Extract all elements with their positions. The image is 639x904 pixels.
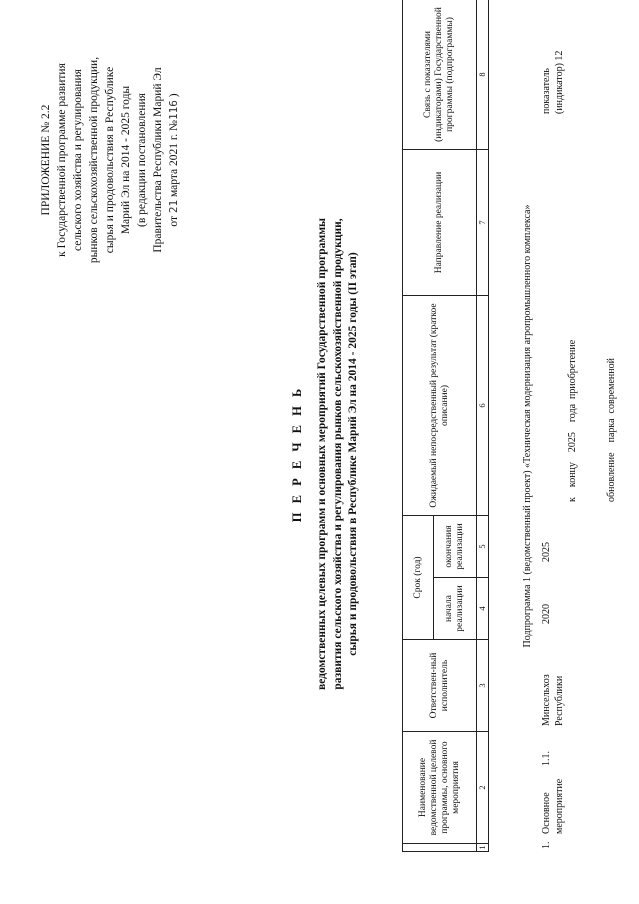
header-cell-link: Связь с показателями (индикаторами) Государственной программы (подпрограммы)	[403, 0, 477, 150]
appendix-line: Марий Эл на 2014 - 2025 годы	[120, 85, 132, 235]
appendix-header	[38, 20, 182, 300]
row-name-line: Основное	[541, 792, 552, 834]
column-number: 5	[477, 516, 489, 578]
appendix-line: сырья и продовольствия в Республике	[104, 66, 116, 254]
column-number: 1	[477, 845, 487, 850]
header-cell-name: Наименование ведомственной целевой программы, основного мероприятия	[403, 732, 477, 844]
row-link	[540, 4, 566, 114]
row-start-year: 2020	[541, 604, 552, 624]
row-result-line: обновление парка современной	[606, 358, 617, 502]
header-cell-direction: Направление реализации	[403, 150, 477, 296]
title-line: ведомственных целевых программ и основных мероприятий Государственной программы	[316, 217, 328, 691]
row-executor-line: Республики	[554, 675, 565, 726]
row-subnumber: 1.1.	[541, 751, 552, 766]
header-cell-end: окончания реализации	[434, 516, 477, 578]
row-executor-line: Минсельхоз	[541, 674, 552, 726]
row-number: 1.	[541, 841, 552, 849]
header-cell-term: Срок (год)	[403, 516, 434, 640]
appendix-title: ПРИЛОЖЕНИЕ № 2.2	[40, 104, 52, 216]
row-name-line: мероприятие	[554, 778, 565, 834]
title-line: сырья и продовольствия в Республике Марий Эл на 2014 - 2025 годы (II этап)	[347, 252, 359, 656]
column-number: 4	[477, 578, 489, 640]
header-cell-result: Ожидаемый непосредственный результат (краткое описание)	[403, 296, 477, 516]
row-executor	[540, 646, 566, 726]
appendix-line: к Государственной программе развития	[56, 63, 68, 257]
document-title	[290, 124, 362, 784]
appendix-line: рынков сельскохозяйственной продукции,	[88, 56, 100, 264]
appendix-date-line	[166, 20, 182, 300]
row-link-line: показатель	[541, 68, 552, 114]
header-cell-start: начала реализации	[434, 578, 477, 640]
title-line: развития сельского хозяйства и регулирования рынков сельскохозяйственной продукции,	[331, 218, 344, 690]
row-result	[540, 262, 639, 502]
appendix-line: Правительства Республики Марий Эл	[152, 67, 164, 253]
header-cell-num	[403, 844, 477, 852]
subprogram-title: Подпрограмма 1 (ведомственный проект) «Техническая модернизация агропромышленного комплекса»	[522, 204, 533, 648]
column-number-row	[477, 0, 489, 852]
column-number: 6	[477, 296, 489, 516]
doc-number: 116	[167, 100, 180, 120]
column-number: 3	[477, 640, 489, 732]
header-cell-executor: Ответствен-ный исполнитель	[403, 640, 477, 732]
column-number: 2	[477, 732, 489, 844]
row-result-line: к концу 2025 года приобретение	[567, 339, 578, 502]
row-end-year: 2025	[541, 542, 552, 562]
date-mid: марта 2021 г. №	[168, 119, 180, 198]
header-row	[403, 0, 434, 852]
appendix-line: (в редакции постановления	[136, 93, 148, 227]
row-name	[540, 774, 566, 834]
row-link-line: (индикатор) 12	[554, 50, 565, 114]
appendix-line: сельского хозяйства и регулирования	[72, 69, 84, 251]
title-heading: П Е Р Е Ч Е Н Ь	[290, 385, 304, 523]
column-number: 8	[477, 0, 489, 150]
date-day: 21	[167, 199, 180, 214]
column-number: 7	[477, 150, 489, 296]
date-suffix: )	[168, 93, 180, 98]
measures-table	[402, 0, 489, 852]
date-prefix: от	[168, 216, 180, 227]
